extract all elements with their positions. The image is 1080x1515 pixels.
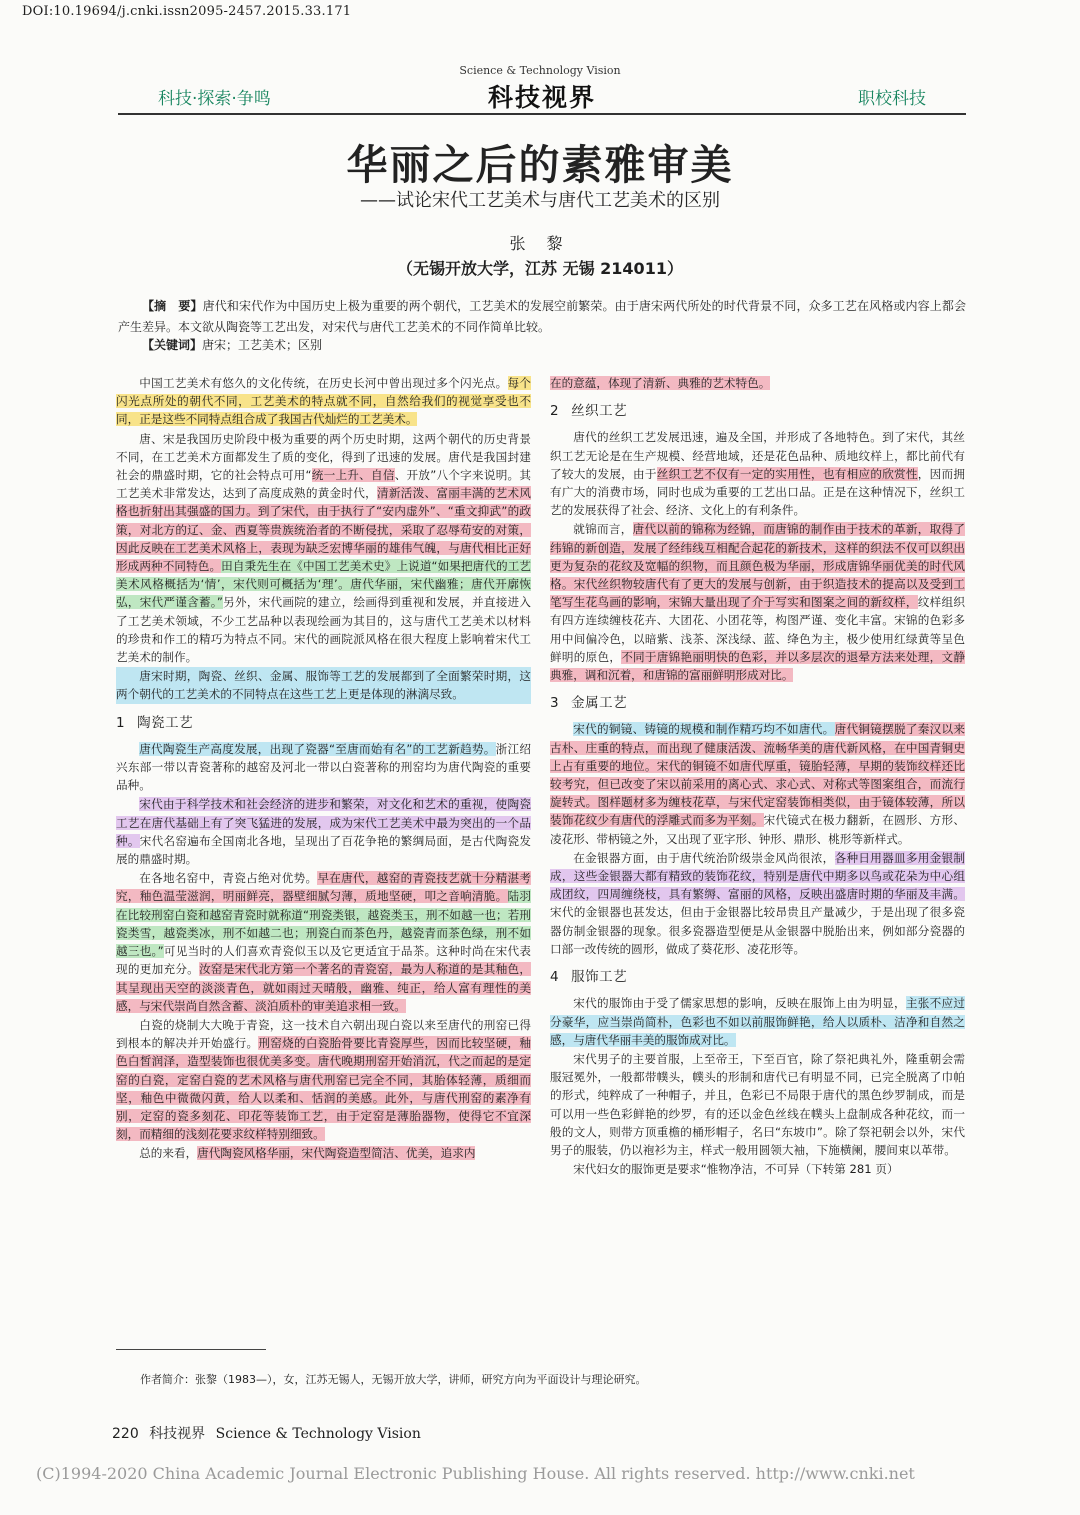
highlighted-text: 唐代铜镜摆脱了秦汉以来古朴、庄重的特点，而出现了健康活泼、流畅华美的唐代新风格，在中国青铜史上占有重要的地位。宋代的铜镜不如唐代厚重，镜胎轻薄，早期的装饰纹样还比较考究，但已改变了宋以前采用的离心式、求心式、对称式等图案组合，而流行旋转式。图样题材多为缠枝花草，与宋代定窑装饰相类似，由于镜体较薄，所以装饰花纹少有唐代的浮雕式而多为平刻。: [550, 722, 965, 828]
keywords: [118, 336, 966, 354]
highlighted-text: 汝窑是宋代北方第一个著名的青瓷窑，最为人称道的是其釉色，其呈现出天空的淡淡青色，就如雨过天晴般，幽雅、纯正，给人富有理性的美感，与宋代崇尚自然含蓄、淡泊质朴的审美追求相一致。: [116, 962, 531, 1013]
highlighted-text: 陆羽在比较刑窑白瓷和越窑青瓷时就称道“刑瓷类银，越瓷类玉，刑不如越一也；若刑瓷类雪，越瓷类冰，刑不如越二也；刑瓷白而茶色丹，越瓷青而茶色绿，刑不如越三也。”: [116, 889, 531, 959]
text-run: 就锦而言，: [573, 522, 633, 537]
text-run: 唐、宋是我国历史阶段中极为重要的两个历史时期，这两个朝代的历史背景不同，在工艺美术方面都发生了质的变化，得到了迅速的发展。唐代是我国封建社会的鼎盛时期，它的社会特点可用“: [116, 431, 531, 483]
section-title: 服饰工艺: [571, 969, 628, 986]
highlighted-text: 在的意蕴，体现了清新、典雅的艺术特色。: [550, 376, 771, 390]
text-run: 白瓷的烧制大大晚于青瓷，这一技术自六朝出现白瓷以来至唐代的刑窑已得到根本的解决并开始盛行。: [116, 1017, 531, 1051]
doi-label: DOI:10.19694/j.cnki.issn2095-2457.2015.33.171: [22, 4, 352, 19]
text-run: 宋代镜式在极力翻新，在圆形、方形、凌花形、带柄镜之外，又出现了亚字形、钟形、鼎形、桃形等新样式。: [550, 813, 965, 846]
journal-english-name: Science & Technology Vision: [459, 64, 621, 77]
highlighted-text: 田自秉先生在《中国工艺美术史》上说道“如果把唐代的工艺美术风格概括为‘情’，宋代则可概括为‘理’。唐代华丽，宋代幽雅；唐代开廓恢弘，宋代严谨含蓄。”: [116, 559, 531, 610]
highlighted-text: 各种日用器皿多用金银制成，这些金银器大都有精致的装饰花纹，特别是唐代中期多以鸟或花朵为中心组成团纹，四周缠绕枝，具有繁缛、富丽的风格，反映出盛唐时期的华丽及丰满。: [550, 850, 965, 902]
paragraph: [116, 1144, 531, 1162]
paragraph: [550, 994, 965, 1049]
text-run: 中国工艺美术有悠久的文化传统，在历史长河中曾出现过多个闪光点。: [139, 376, 508, 390]
section-title: 丝织工艺: [571, 403, 628, 420]
paragraph: [116, 374, 531, 429]
header-section-label: 职校科技: [858, 89, 926, 109]
section-heading: [116, 714, 531, 732]
highlighted-text: 不同于唐锦艳丽明快的色彩，并以多层次的退晕方法来处理，文静典雅，调和沉着，和唐锦的富丽鲜明形成对比。: [550, 649, 965, 683]
highlighted-text: 刑窑烧的白瓷胎骨要比青瓷厚些，因而比较坚硬，釉色白皙润泽，造型装饰也很优美多变。: [116, 1036, 531, 1069]
section-number: 3: [550, 695, 560, 712]
paragraph: [550, 849, 965, 958]
text-run: 可见当时的人们喜欢青瓷似玉以及它更适宜于品茶。这种时尚在宋代表现的更加充分。: [116, 944, 531, 977]
paragraph: [116, 1016, 531, 1143]
author-affiliation: （无锡开放大学，江苏 无锡 214011）: [397, 259, 683, 278]
section-number: 1: [116, 714, 126, 731]
text-run: 浙江绍兴东部一带以青瓷著称的越窑及河北一带以白瓷著称的刑窑均为唐代陶瓷的重要品种。: [116, 741, 531, 793]
highlighted-text: 此外，与唐代刑窑的素净有别，定窑的瓷多刻花、印花等装饰工艺，由于定窑是薄胎器物，使得它不宜深刻，而精细的浅刻花要求纹样特别细致。: [116, 1090, 531, 1142]
highlighted-text: 宋代由于科学技术和社会经济的进步和繁荣，对文化和艺术的重视，使陶瓷工艺在唐代基础上有了突飞猛进的发展，成为宋代工艺美术中最为突出的一个品种。: [116, 797, 531, 848]
text-run: 宋代的金银器也甚发达，但由于金银器比较昂贵且产量减少，于是出现了很多瓷器仿制金银器的现象。很多瓷器造型便是从金银器中脱胎出来，例如部分瓷器的口部一改传统的圆形，做成了葵花形、凌花形等。: [550, 905, 965, 956]
paragraph: [116, 869, 531, 1015]
paragraph: 宋代妇女的服饰更是要求“惟物净洁，不可异（下转第 281 页）: [573, 1162, 899, 1177]
header-column-label: 科技·探索·争鸣: [158, 89, 271, 109]
abstract: [118, 296, 966, 338]
text-run: 宋代的服饰由于受了儒家思想的影响，反映在服饰上由为明显，: [573, 996, 906, 1011]
highlighted-text: 唐代陶瓷风格华丽，宋代陶瓷造型简洁、优美，追求内: [197, 1146, 476, 1161]
text-run: 唐代的丝织工艺发展迅速，遍及全国，并形成了各地特色。到了宋代，其丝织工艺无论是在生产规模、经营地域，还是花色品种、质地纹样上，都比前代有了较大的发展，由于: [550, 430, 965, 481]
paragraph: [116, 795, 531, 868]
keywords-text: 唐宋；工艺美术；区别: [202, 338, 323, 352]
text-run: 在各地名窑中，青瓷占绝对优势。: [139, 871, 318, 886]
section-heading: [550, 694, 965, 712]
author-footnote: 作者简介：张黎（1983—），女，江苏无锡人，无锡开放大学，讲师，研究方向为平面设计与理论研究。: [140, 1373, 647, 1386]
paragraph: 唐宋时期，陶瓷、丝织、金属、服饰等工艺的发展都到了全面繁荣时期，这两个朝代的工艺美术的不同特点在这些工艺上更是体现的淋漓尽致。: [116, 667, 531, 703]
author-name: 张 黎: [509, 234, 571, 253]
running-header: [118, 80, 966, 112]
footer-journal-english: Science & Technology Vision: [215, 1426, 421, 1442]
highlighted-text: 每个闪光点所处的朝代不同，工艺美术的特点就不同，自然给我们的视觉享受也不同，正是这些不同特点组合成了我国古代灿烂的工艺美术。: [116, 376, 531, 427]
abstract-label: 【摘 要】: [142, 299, 203, 313]
journal-title: 科技视界: [487, 83, 596, 112]
page-number: 220: [112, 1426, 139, 1442]
body-column-left: [116, 374, 531, 1314]
paragraph: [550, 428, 965, 519]
section-title: 金属工艺: [571, 695, 628, 712]
highlighted-text: 到了宋代，由于执行了“安内虚外”、“重文抑武”的政策，对北方的辽、金、西夏等贵族统治者的不断侵扰，采取了忍辱苟安的对策，因此反映在工艺美术风格上，表现为缺乏宏博华丽的雄伟气魄，与唐代相比正好形成两种不同特色。: [116, 504, 531, 574]
body-column-right: [550, 374, 965, 1314]
copyright-watermark: (C)1994-2020 China Academic Journal Electronic Publishing House. All rights reserved. http://www.cnki.net: [36, 1464, 915, 1483]
text-run: 另外，宋代画院的建立，绘画得到重视和发展，并直接进入了工艺美术领域，不少工艺品种以表现绘画为其目的，这与唐代工艺美术以材料的珍贵和作工的精巧为特点不同。宋代的画院派风格在很大程度上影响着宋代工艺美术的制作。: [116, 595, 531, 665]
page-footer: [112, 1423, 421, 1443]
paragraph: [116, 430, 531, 667]
section-number: 4: [550, 969, 560, 986]
article-title: 华丽之后的素雅审美: [346, 141, 734, 189]
text-run: 、开放”八个字来说明。其工艺美术非常发达，达到了高度成熟的黄金时代，: [116, 468, 531, 501]
section-heading: [550, 968, 965, 986]
highlighted-text: 主张不应过分豪华，应当崇尚简朴，色彩也不如以前服饰鲜艳，给人以质朴、洁净和自然之感，与唐代华丽丰美的服饰成对比。: [550, 996, 965, 1047]
highlighted-text: 宋代的铜镜、铸镜的规模和制作精巧均不如唐代。: [573, 722, 835, 737]
article-subtitle: ——试论宋代工艺美术与唐代工艺美术的区别: [360, 190, 720, 211]
highlighted-text: 清新活泼、富丽丰满的艺术风格也折射出其强盛的国力。: [116, 486, 531, 519]
paragraph: [550, 720, 965, 847]
text-run: 总的来看，: [139, 1146, 198, 1161]
paragraph: [116, 740, 531, 795]
text-run: 宋代名窑遍布全国南北各地，呈现出了百花争艳的繁绸局面，是古代陶瓷发展的鼎盛时期。: [116, 833, 531, 867]
highlighted-text: 唐代晚期刑窑开始消沉，代之而起的是定窑的白瓷，定窑白瓷的艺术风格与唐代刑窑已完全不同，其胎体轻薄，质细而坚，釉色中微微闪黄，给人以柔和、恬润的美感。: [116, 1054, 531, 1105]
header-rule: [118, 113, 966, 115]
keywords-label: 【关键词】: [142, 338, 203, 352]
paragraph: 宋代男子的主要首服，上至帝王，下至百官，除了祭祀典礼外，隆重朝会需服冠冕外，一般都带幞头，幞头的形制和唐代已有明显不同，已完全脱离了巾帕的形式，纯粹成了一种帽子，并且，色彩已不局限于唐代的黑色纱罗制成，而是可以用一些色彩鲜艳的纱罗，有的还以金色丝线在幞头上盘制成各种花纹，而一般的文人，则带方顶重檐的桶形帽子，名曰“东坡巾”。除了祭祀朝会以外，宋代男子的服装，仍以袍衫为主，样式一般用圆领大袖，下施横阑，腰间束以革带。: [550, 1051, 965, 1157]
highlighted-text: 宋代丝织物较唐代有了更大的发展与创新，由于织造技术的提高以及受到工笔写生花鸟画的影响，宋锦大量出现了介于写实和图案之间的新纹样，: [550, 577, 965, 610]
footnote-rule: [116, 1349, 266, 1350]
section-title: 陶瓷工艺: [137, 714, 194, 731]
highlighted-text: 唐代陶瓷生产高度发展，出现了瓷器“至唐而始有名”的工艺新趋势。: [139, 741, 496, 756]
section-number: 2: [550, 403, 560, 420]
text-run: 在金银器方面，由于唐代统治阶级崇金风尚很浓，: [573, 850, 835, 865]
abstract-text: 唐代和宋代作为中国历史上极为重要的两个朝代，工艺美术的发展空前繁荣。由于唐宋两代所处的时代背景不同，众多工艺在风格或内容上都会产生差异。本文欲从陶瓷等工艺出发，对宋代与唐代工艺美术的不同作简单比较。: [118, 299, 966, 334]
highlighted-text: 唐代以前的锦称为经锦，而唐锦的制作由于技术的革新，取得了纬锦的新创造，发展了经纬线互相配合起花的新技术，这样的织法不仅可以织出更为复杂的花纹及宽幅的织物，而且颜色极为华丽，形成唐锦华丽优美的时代风格。: [550, 522, 965, 592]
text-run: ，因而拥有广大的消费市场，同时也成为重要的工艺出口品。正是在这种情况下，丝织工艺的发展获得了社会、经济、文化上的有利条件。: [550, 466, 965, 518]
highlighted-text: 丝织工艺不仅有一定的实用性，也有相应的欣赏性: [656, 466, 918, 481]
paragraph: [550, 520, 965, 684]
footer-journal-name: 科技视界: [149, 1426, 206, 1442]
highlighted-text: 统一上升、自信: [311, 468, 395, 483]
highlighted-text: 早在唐代，越窑的青瓷技艺就十分精湛考究，釉色温莹滋润，明丽鲜亮，器壁细腻匀薄，质地坚硬，叩之音响清脆。: [116, 871, 531, 904]
paragraph: [550, 374, 965, 392]
section-heading: [550, 402, 965, 420]
text-run: 纹样组织有四方连续缠枝花卉、大团花、小团花等，构图严谨、变化丰富。宋锦的色彩多用中间偏冷色，以暗紫、浅茶、深浅绿、蓝、绛色为主，极少使用红绿黄等呈色鲜明的原色，: [550, 595, 965, 664]
